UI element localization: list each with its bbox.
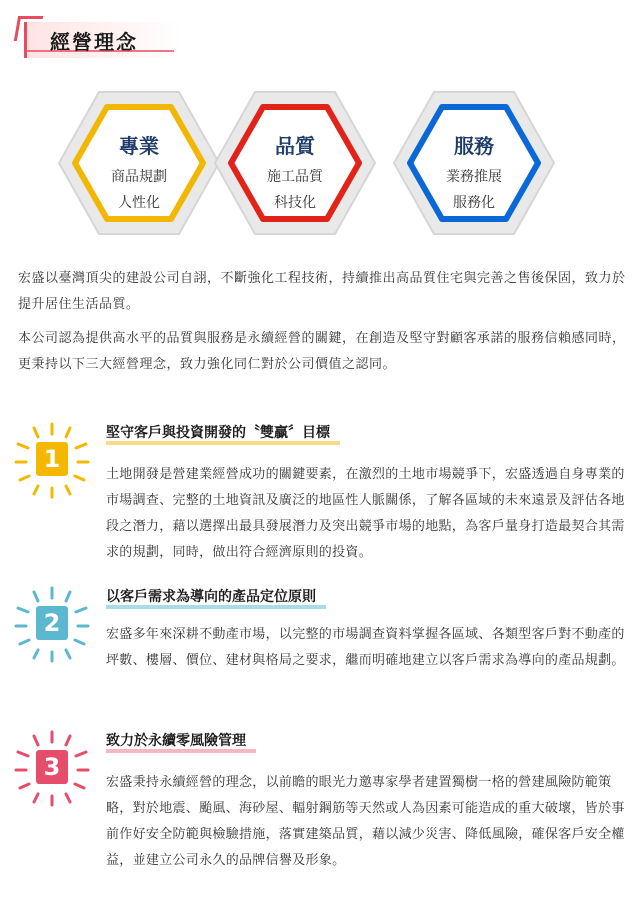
hexagon-title: 服務 bbox=[454, 134, 494, 158]
hexagon-subtitle: 商品規劃 bbox=[111, 169, 167, 185]
principle-title-text: 以客戶需求為導向的產品定位原則 bbox=[106, 589, 316, 605]
hexagon-frame bbox=[391, 88, 557, 238]
ray-line bbox=[18, 752, 28, 756]
ray-line bbox=[66, 486, 70, 494]
principle-body: 宏盛秉持永續經營的理念，以前瞻的眼光力邀專家學者建置獨樹一格的營建風險防範策略，對於地震、颱風、海砂屋、輻射鋼筋等天然或人為因素可能造成的重大破壞，皆於事前作好安全防範與檢驗措施，落實建築品質，藉以減少災害、降低風險，確保客戶安全權益，並建立公司永久的品牌信譽及形象。 bbox=[106, 775, 625, 868]
section-header bbox=[14, 14, 184, 60]
ray-line bbox=[18, 608, 28, 612]
number-badge bbox=[12, 420, 92, 500]
intro-paragraph-2: 本公司認為提供高水平的品質與服務是永續經營的關鍵，在創造及堅守對顧客承諾的服務信賴感同時，更秉持以下三大經營理念，致力強化同仁對於公司價值之認同。 bbox=[18, 331, 626, 372]
ray-line bbox=[75, 784, 84, 788]
ray-line bbox=[34, 736, 38, 745]
hexagon-subtitle: 科技化 bbox=[274, 195, 316, 211]
hexagon-subtitle: 服務化 bbox=[453, 195, 495, 211]
ray-line bbox=[66, 592, 70, 601]
title-highlight bbox=[106, 605, 326, 609]
ray-line bbox=[76, 752, 86, 756]
title-highlight bbox=[106, 441, 340, 445]
principle-1 bbox=[12, 420, 632, 570]
badge-number: 2 bbox=[43, 609, 61, 637]
hexagon-subtitle: 施工品質 bbox=[267, 169, 323, 185]
ray-line bbox=[66, 650, 70, 658]
principle-body: 宏盛多年來深耕不動產市場，以完整的市場調查資料掌握各區域、各類型客戶對不動產的坪數、樓層、價位、建材與格局之要求，繼而明確地建立以客戶需求為導向的產品規劃。 bbox=[106, 627, 625, 668]
ray-line bbox=[20, 784, 29, 788]
ray-line bbox=[66, 736, 70, 745]
badge-number: 1 bbox=[43, 445, 61, 473]
ray-line bbox=[34, 428, 38, 437]
ray-line bbox=[75, 640, 84, 644]
ray-line bbox=[18, 444, 28, 448]
ray-line bbox=[76, 444, 86, 448]
hexagon-frame bbox=[212, 88, 378, 238]
hexagon-quality bbox=[212, 88, 378, 238]
hexagon-title: 品質 bbox=[275, 134, 315, 158]
ray-line bbox=[34, 592, 38, 601]
hexagon-frame bbox=[56, 88, 222, 238]
principle-body: 土地開發是營建業經營成功的關鍵要素，在激烈的土地市場競爭下，宏盛透過自身專業的市場調查、完整的土地資訊及廣泛的地區性人脈關係，了解各區域的未來遠景及評估各地段之潛力，藉以選擇出最具發展潛力及突出競爭市場的地點，為客戶量身打造最契合其需求的規劃，同時，做出符合經濟原則的投資。 bbox=[106, 467, 625, 560]
principle-title bbox=[106, 730, 246, 753]
principle-title-text: 致力於永續零風險管理 bbox=[106, 733, 246, 749]
principle-2 bbox=[12, 584, 632, 704]
hexagon-service bbox=[391, 88, 557, 238]
ray-line bbox=[66, 794, 70, 802]
ray-line bbox=[20, 476, 29, 480]
hexagon-subtitle: 人性化 bbox=[118, 195, 160, 211]
number-badge bbox=[12, 584, 92, 664]
principle-title bbox=[106, 422, 330, 445]
ray-line bbox=[76, 608, 86, 612]
principle-3 bbox=[12, 728, 632, 878]
hexagon-subtitle: 業務推展 bbox=[446, 169, 502, 185]
title-highlight bbox=[106, 749, 256, 753]
hexagon-professional bbox=[56, 88, 222, 238]
page-title: 經營理念 bbox=[50, 30, 138, 54]
ray-line bbox=[34, 794, 38, 802]
badge-number: 3 bbox=[43, 753, 61, 781]
values-hexagons bbox=[0, 88, 644, 248]
ray-line bbox=[34, 486, 38, 494]
ray-line bbox=[34, 650, 38, 658]
hexagon-title: 專業 bbox=[119, 134, 159, 158]
principle-title-text: 堅守客戶與投資開發的〝雙贏〞目標 bbox=[106, 425, 330, 441]
ray-line bbox=[66, 428, 70, 437]
number-badge bbox=[12, 728, 92, 808]
intro-paragraph-1: 宏盛以臺灣頂尖的建設公司自詡，不斷強化工程技術，持續推出高品質住宅與完善之售後保固，致力於提升居住生活品質。 bbox=[18, 271, 626, 312]
principle-title bbox=[106, 586, 316, 609]
ray-line bbox=[75, 476, 84, 480]
ray-line bbox=[20, 640, 29, 644]
